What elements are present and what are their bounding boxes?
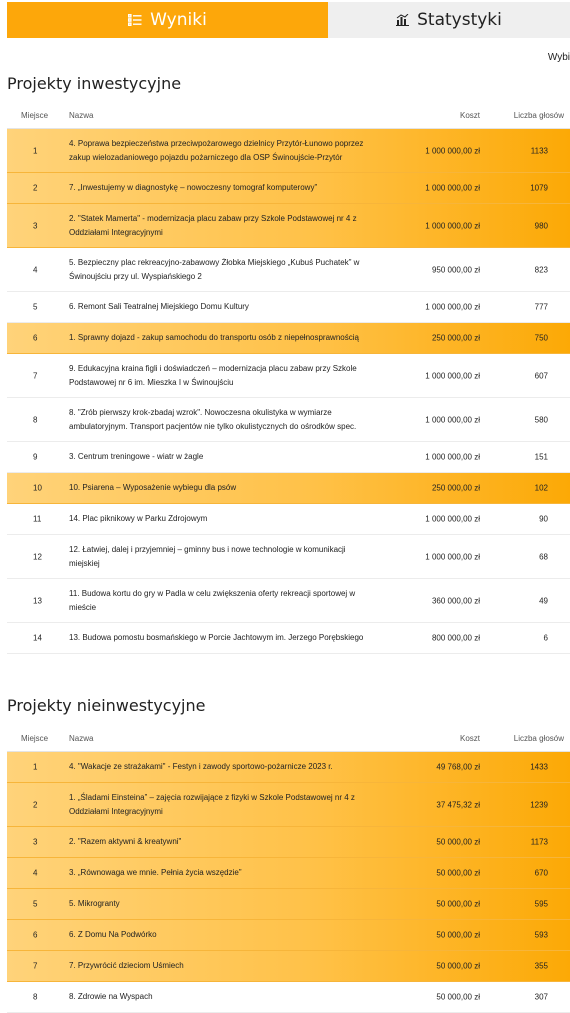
row-votes: 6 [543, 633, 548, 643]
table-row [7, 504, 570, 535]
row-name: 6. Z Domu Na Podwórko [69, 930, 157, 939]
table-row [7, 204, 570, 248]
table-row [7, 579, 570, 623]
row-cost: 1 000 000,00 zł [425, 221, 480, 230]
row-cost: 1 000 000,00 zł [425, 371, 480, 380]
row-votes: 307 [534, 992, 548, 1002]
row-votes: 1079 [530, 183, 548, 193]
row-name: 3. Centrum treningowe - wiatr w żagle [69, 452, 204, 461]
row-name: 8. Zdrowie na Wyspach [69, 992, 153, 1001]
row-place: 9 [33, 452, 38, 462]
table-row [7, 398, 570, 442]
bar-chart-icon [396, 14, 409, 26]
row-name: 1. Sprawny dojazd - zakup samochodu do transportu osób z niepełnosprawnością [69, 333, 359, 342]
row-name: 4. "Wakacje ze strażakami" - Festyn i zawody sportowo-pożarnicze 2023 r. [69, 762, 333, 771]
table-row [7, 982, 570, 1013]
row-cost: 250 000,00 zł [431, 483, 480, 493]
row-cost: 50 000,00 zł [436, 930, 480, 940]
row-votes: 593 [534, 930, 548, 940]
row-place: 8 [33, 992, 38, 1002]
table-row [7, 173, 570, 204]
row-place: 8 [33, 415, 38, 424]
row-votes: 777 [534, 302, 548, 312]
section-title-noninvest: Projekty nieinwestycyjne [7, 696, 206, 715]
row-place: 2 [33, 800, 38, 809]
row-cost: 1 000 000,00 zł [425, 552, 480, 561]
table-row [7, 623, 570, 654]
row-place: 4 [33, 868, 38, 878]
table-row [7, 920, 570, 951]
row-votes: 823 [534, 265, 548, 274]
row-place: 14 [33, 633, 42, 643]
row-name: 9. Edukacyjna kraina figli i doświadczeń – modernizacja placu zabaw przy Szkole Podstawowej nr 6 im. Mieszka I w Świnoujściu [69, 363, 357, 387]
col-place: Miejsce [21, 111, 49, 120]
table-row [7, 292, 570, 323]
col-cost: Koszt [459, 111, 480, 120]
row-place: 7 [33, 371, 38, 380]
row-votes: 102 [534, 483, 548, 493]
noninvest-table [7, 725, 570, 1013]
row-cost: 50 000,00 zł [436, 837, 480, 847]
row-cost: 360 000,00 zł [431, 596, 480, 605]
row-name: 12. Łatwiej, dalej i przyjemniej – gminny bus i nowe technologie w komunikacji miejskiej [69, 544, 346, 568]
row-name: 13. Budowa pomostu bosmańskiego w Porcie Jachtowym im. Jerzego Porębskiego [69, 633, 364, 642]
row-place: 2 [33, 183, 38, 193]
col-name: Nazwa [69, 111, 94, 120]
row-votes: 750 [534, 333, 548, 343]
row-votes: 980 [534, 221, 548, 230]
row-place: 5 [33, 302, 38, 312]
table-row [7, 129, 570, 173]
row-name: 2. "Statek Mamerta" - modernizacja placu zabaw przy Szkole Podstawowej nr 4 z Oddziałami Integracyjnymi [69, 213, 357, 237]
row-votes: 580 [534, 415, 548, 424]
table-row [7, 951, 570, 982]
row-cost: 1 000 000,00 zł [425, 452, 480, 462]
row-votes: 607 [534, 371, 548, 380]
row-cost: 49 768,00 zł [436, 762, 480, 772]
row-cost: 50 000,00 zł [436, 961, 480, 971]
row-cost: 800 000,00 zł [431, 633, 480, 643]
row-cost: 50 000,00 zł [436, 992, 480, 1002]
row-cost: 37 475,32 zł [436, 800, 480, 809]
row-place: 3 [33, 221, 38, 230]
row-cost: 50 000,00 zł [436, 899, 480, 909]
row-place: 11 [33, 514, 42, 524]
row-place: 10 [33, 483, 42, 493]
col-votes: Liczba głosów [513, 111, 564, 120]
row-cost: 1 000 000,00 zł [425, 302, 480, 312]
row-name: 7. „Inwestujemy w diagnostykę – nowoczesny tomograf komputerowy” [69, 183, 318, 192]
tab-stats[interactable] [328, 2, 570, 38]
choose-dropdown[interactable]: Wybi [547, 52, 570, 63]
col-name: Nazwa [69, 734, 94, 743]
table-header [7, 725, 570, 752]
row-votes: 595 [534, 899, 548, 909]
row-cost: 1 000 000,00 zł [425, 146, 480, 155]
table-row [7, 442, 570, 473]
row-votes: 49 [539, 596, 548, 605]
list-icon [128, 14, 142, 26]
row-cost: 1 000 000,00 zł [425, 415, 480, 424]
row-cost: 1 000 000,00 zł [425, 514, 480, 524]
row-place: 4 [33, 265, 38, 274]
row-votes: 670 [534, 868, 548, 878]
col-place: Miejsce [21, 734, 49, 743]
table-row [7, 752, 570, 783]
row-votes: 151 [534, 452, 548, 462]
col-votes: Liczba głosów [513, 734, 564, 743]
col-cost: Koszt [459, 734, 480, 743]
row-name: 6. Remont Sali Teatralnej Miejskiego Domu Kultury [69, 302, 249, 311]
row-place: 12 [33, 552, 42, 561]
row-name: 10. Psiarena – Wyposażenie wybiegu dla psów [69, 483, 237, 492]
row-place: 3 [33, 837, 38, 847]
row-name: 14. Plac piknikowy w Parku Zdrojowym [69, 514, 208, 523]
row-name: 5. Bezpieczny plac rekreacyjno-zabawowy Żłobka Miejskiego „Kubuś Puchatek” w Świnoujściu przy ul. Wyspiańskiego 2 [69, 257, 360, 281]
row-votes: 355 [534, 961, 548, 971]
row-place: 13 [33, 596, 42, 605]
table-row [7, 248, 570, 292]
row-votes: 1239 [530, 800, 548, 809]
row-place: 6 [33, 930, 38, 940]
row-name: 4. Poprawa bezpieczeństwa przeciwpożarowego dzielnicy Przytór-Łunowo poprzez zakup wielozadaniowego pojazdu pożarniczego dla OSP Świnoujście-Przytór [69, 138, 364, 162]
row-place: 1 [33, 762, 38, 772]
row-place: 6 [33, 333, 38, 343]
row-name: 3. „Równowaga we mnie. Pełnia życia wszędzie” [69, 868, 242, 877]
row-name: 8. "Zrób pierwszy krok-zbadaj wzrok". Nowoczesna okulistyka w wymiarze ambulatoryjnym. Transport pacjentów nie tylko okulistycznych do ośrodków spec. [69, 407, 357, 431]
row-name: 2. "Razem aktywni & kreatywni" [69, 837, 182, 846]
section-title-invest: Projekty inwestycyjne [7, 74, 182, 93]
table-row [7, 858, 570, 889]
row-name: 11. Budowa kortu do gry w Padla w celu zwiększenia oferty rekreacji sportowej w mieście [69, 588, 356, 612]
row-votes: 1173 [530, 837, 548, 847]
row-place: 7 [33, 961, 38, 971]
row-cost: 950 000,00 zł [431, 265, 480, 274]
table-row [7, 783, 570, 827]
table-row [7, 323, 570, 354]
table-row [7, 354, 570, 398]
row-votes: 90 [539, 514, 548, 524]
table-row [7, 535, 570, 579]
tab-bar [7, 2, 570, 38]
row-place: 5 [33, 899, 38, 909]
table-row [7, 889, 570, 920]
row-cost: 250 000,00 zł [431, 333, 480, 343]
row-place: 1 [33, 146, 38, 155]
table-row [7, 827, 570, 858]
row-name: 5. Mikrogranty [69, 899, 120, 908]
invest-table [7, 102, 570, 654]
table-row [7, 473, 570, 504]
row-votes: 1133 [530, 146, 548, 155]
row-votes: 1433 [530, 762, 548, 772]
tab-results-label: Wyniki [150, 10, 207, 30]
tab-results[interactable] [7, 2, 328, 38]
row-cost: 50 000,00 zł [436, 868, 480, 878]
row-name: 1. „Śladami Einsteina” – zajęcia rozwijające z fizyki w Szkole Podstawowej nr 4 z Oddziałami Integracyjnymi [69, 792, 355, 816]
row-name: 7. Przywrócić dzieciom Uśmiech [69, 961, 184, 970]
row-cost: 1 000 000,00 zł [425, 183, 480, 193]
row-votes: 68 [539, 552, 548, 561]
tab-stats-label: Statystyki [417, 10, 502, 30]
table-header [7, 102, 570, 129]
